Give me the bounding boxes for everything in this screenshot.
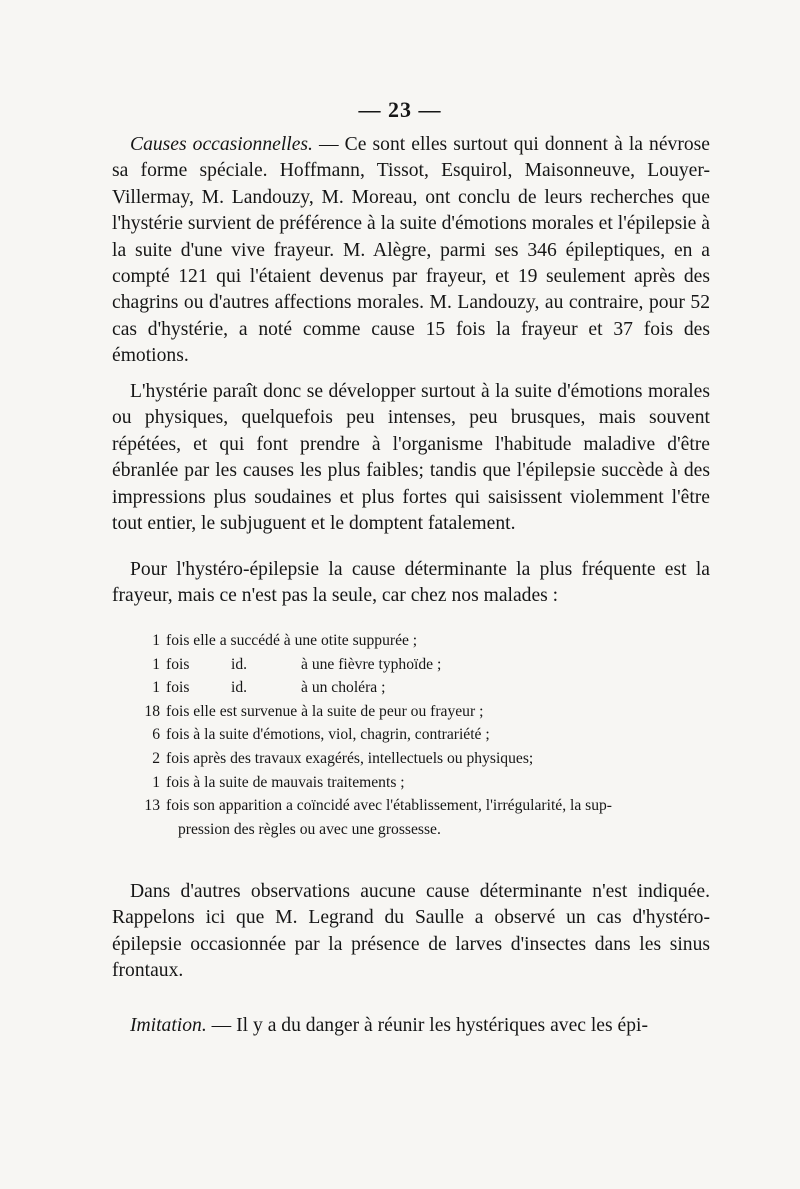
list-item-fois: fois	[166, 702, 190, 720]
paragraph-causes-occasionnelles	[112, 132, 710, 370]
list-item	[140, 676, 700, 700]
list-item-text: à un choléra ;	[301, 679, 386, 697]
list-item	[140, 771, 700, 795]
list-item	[140, 747, 700, 771]
list-item	[140, 653, 700, 677]
paragraph-imitation	[112, 1013, 710, 1039]
list-item-text: à la suite de mauvais traitements ;	[193, 773, 405, 791]
list-item-fois: fois	[166, 679, 190, 697]
list-item-text: elle a succédé à une otite suppurée ;	[193, 632, 418, 649]
list-item-fois: fois	[166, 655, 190, 673]
paragraph-hystero-epilepsie	[112, 557, 710, 610]
list-item-text: son apparition a coïncidé avec l'établissement, l'irrégularité, la sup-	[193, 797, 612, 815]
paragraph-autres-observations	[112, 879, 710, 985]
list-item-text: à la suite d'émotions, viol, chagrin, contrariété ;	[193, 726, 490, 744]
list-item-fois: fois	[166, 797, 190, 815]
list-item-number: 1	[152, 773, 160, 791]
list-item	[140, 629, 700, 653]
causes-text: — Ce sont elles surtout qui donnent à la névrose sa forme spéciale. Hoffmann, Tissot, Esquirol, Maisonneuve, Louyer-Villermay, M. Landouzy, M. Moreau, ont conclu de leurs recherches que l'hystérie survient de préférence à la suite d'émotions morales et l'épilepsie à la suite d'une vive frayeur. M. Alègre, parmi ses 346 épileptiques, en a compté 121 qui l'étaient devenus par frayeur, et 19 seulement après des chagrins ou d'autres affections morales. M. Landouzy, au contraire, pour 52 cas d'hystérie, a noté comme cause 15 fois la frayeur et 37 fois des émotions.	[112, 134, 710, 367]
paragraph-hysterie	[112, 379, 710, 537]
list-item-id: id.	[231, 655, 248, 673]
list-item-text: à une fièvre typhoïde ;	[301, 655, 442, 673]
list-item-number: 13	[144, 797, 160, 815]
list-item	[140, 700, 700, 724]
list-item-number: 1	[152, 632, 160, 649]
list-item-fois: fois	[166, 749, 190, 767]
epilepsie-text: Pour l'hystéro-épilepsie la cause déterminante la plus fréquente est la frayeur, mais ce n'est pas la seule, car chez nos malades :	[112, 559, 710, 607]
list-item-number: 6	[152, 726, 160, 744]
hysterie-text: L'hystérie paraît donc se développer surtout à la suite d'émotions morales ou physiques, quelquefois peu intenses, peu brusques, mais souvent répétées, et qui font prendre à l'organisme l'habitude maladive d'être ébranlée par les causes les plus faibles; tandis que l'épilepsie succède à des impressions plus soudaines et plus fortes qui saisissent violemment l'être tout entier, le subjuguent et le domptent fatalement.	[112, 381, 710, 535]
list-item-text: après des travaux exagérés, intellectuels ou physiques;	[193, 749, 534, 767]
causes-list	[140, 629, 700, 841]
list-item-id: id.	[231, 679, 248, 697]
list-item-number: 1	[152, 655, 160, 673]
list-item-fois: fois	[166, 726, 190, 744]
list-item-text: elle est survenue à la suite de peur ou frayeur ;	[193, 702, 484, 720]
imitation-text: — Il y a du danger à réunir les hystériques avec les épi-	[206, 1015, 648, 1036]
list-item-continuation-text: pression des règles ou avec une grossesse.	[178, 820, 441, 838]
list-item	[140, 723, 700, 747]
section-title-causes: Causes occasionnelles.	[130, 134, 313, 155]
list-item-number: 18	[144, 702, 160, 720]
dans-text: Dans d'autres observations aucune cause déterminante n'est indiquée. Rappelons ici que M. Legrand du Saulle a observé un cas d'hystéro-épilepsie occasionnée par la présence de larves d'insectes dans les sinus frontaux.	[112, 881, 710, 982]
list-item-number: 1	[152, 679, 160, 697]
list-item-number: 2	[152, 749, 160, 767]
list-item-fois: fois	[166, 632, 190, 649]
list-item-fois: fois	[166, 773, 190, 791]
page-number: — 23 —	[358, 97, 442, 122]
section-title-imitation: Imitation.	[130, 1015, 207, 1036]
list-item	[140, 794, 700, 818]
list-item-continuation	[140, 818, 700, 842]
